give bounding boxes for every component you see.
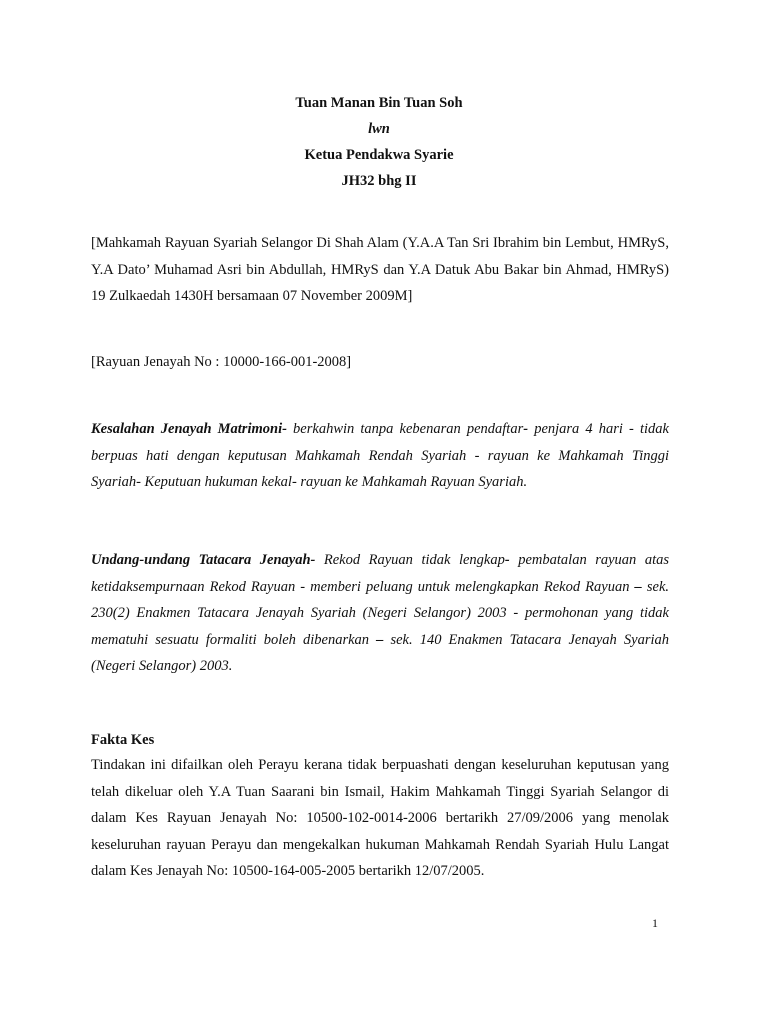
party-appellant: Tuan Manan Bin Tuan Soh [295,95,463,111]
summary-matrimonial [91,416,669,496]
facts-body: Tindakan ini difailkan oleh Perayu kerana tidak berpuashati dengan keseluruhan keputusan yang telah dikeluar oleh Y.A Tuan Saarani bin Ismail, Hakim Mahkamah Tinggi Syariah Selangor di dalam Kes Rayuan Jenayah No: 10500-102-0014-2006 bertarikh 27/09/2006 yang menolak keseluruhan rayuan Perayu dan mengekalkan hukuman Mahkamah Rendah Syariah Hulu Langat dalam Kes Jenayah No: 10500-164-005-2005 bertarikh 12/07/2005. [91,757,669,879]
summary-text: berkahwin tanpa kebenaran pendaftar [286,421,524,437]
case-title-block [0,90,758,194]
summary-topic: Kesalahan Jenayah Matrimoni- [91,421,287,437]
summary-procedure [91,547,669,680]
appeal-number: [Rayuan Jenayah No : 10000-166-001-2008] [91,354,352,370]
summary-dash: – [376,631,384,648]
case-citation: JH32 bhg II [341,173,417,189]
summary-text: sek. 230(2) Enakmen Tatacara Jenayah Syariah (Negeri Selangor) 2003 - permohonan yang tidak mematuhi sesuatu formaliti boleh dibenarkan [91,578,670,648]
facts-heading: Fakta Kes [91,732,155,748]
summary-text: Rekod Rayuan tidak lengkap [315,552,505,568]
party-respondent: Ketua Pendakwa Syarie [304,147,454,163]
summary-text: sek. 140 Enakmen Tatacara Jenayah Syariah (Negeri Selangor) 2003. [91,631,669,674]
summary-text: pembatalan rayuan atas ketidaksempurnaan Rekod Rayuan - memberi peluang untuk melengkapkan Rekod Rayuan [91,552,669,595]
versus-label: lwn [368,121,390,137]
summary-dash: - [523,421,529,437]
page-number: 1 [652,916,658,930]
summary-text: penjara 4 hari - tidak berpuas hati dengan keputusan Mahkamah Rendah Syariah - rayuan ke Mahkamah Tinggi Syariah- Keputuan hukuman kekal- rayuan ke Mahkamah Rayuan Syariah. [91,421,669,490]
summary-topic: Undang-undang Tatacara Jenayah- [91,552,316,568]
court-info: [Mahkamah Rayuan Syariah Selangor Di Shah Alam (Y.A.A Tan Sri Ibrahim bin Lembut, HMRyS, Y.A Dato’ Muhamad Asri bin Abdullah, HMRyS dan Y.A Datuk Abu Bakar bin Ahmad, HMRyS) 19 Zulkaedah 1430H bersamaan 07 November 2009M] [91,235,669,304]
summary-dash: – [634,578,642,595]
summary-dash: - [504,552,510,568]
